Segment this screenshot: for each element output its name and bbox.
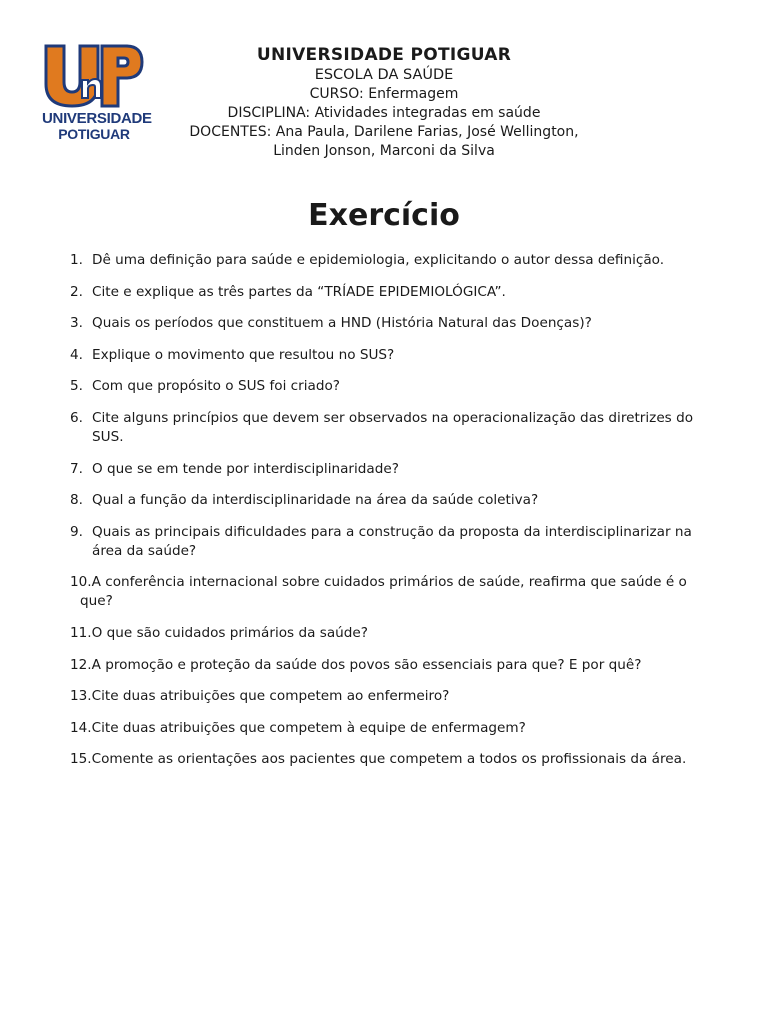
discipline-line: DISCIPLINA: Atividades integradas em saúde [227, 105, 541, 121]
question-list [70, 251, 720, 782]
question-text: Quais os períodos que constituem a HND (História Natural das Doenças)? [92, 315, 592, 332]
question-item [70, 314, 720, 333]
question-text: Quais as principais dificuldades para a construção da proposta da interdisciplinarizar na área da saúde? [92, 523, 692, 559]
question-number: 8. [70, 492, 83, 509]
question-text: Cite duas atribuições que competem à equipe de enfermagem? [91, 719, 526, 736]
question-number: 1. [70, 252, 83, 268]
question-item [70, 251, 720, 270]
question-item [70, 573, 720, 611]
logo-text-line1: UNIVERSIDADE [42, 110, 152, 127]
university-logo [42, 40, 152, 144]
question-item [70, 283, 720, 302]
question-item [70, 460, 720, 479]
question-number: 3. [70, 315, 83, 332]
question-number: 14. [70, 719, 92, 736]
unp-monogram-icon [42, 40, 146, 110]
question-item [70, 687, 720, 706]
question-item [70, 491, 720, 510]
question-number: 15. [70, 751, 92, 768]
question-number: 12. [70, 656, 92, 673]
question-item [70, 377, 720, 396]
question-text: Cite alguns princípios que devem ser observados na operacionalização das diretrizes do SUS. [92, 409, 694, 445]
teachers-line-2: Linden Jonson, Marconi da Silva [273, 143, 495, 159]
document-header [150, 44, 618, 161]
question-item [70, 719, 720, 738]
question-number: 13. [70, 688, 92, 705]
question-text: O que se em tende por interdisciplinaridade? [92, 460, 399, 477]
question-text: Qual a função da interdisciplinaridade na área da saúde coletiva? [92, 492, 539, 509]
question-text: Com que propósito o SUS foi criado? [92, 378, 341, 395]
page-title: Exercício [308, 198, 460, 233]
question-item [70, 750, 720, 769]
question-item [70, 409, 720, 447]
question-text: Comente as orientações aos pacientes que competem a todos os profissionais da área. [91, 751, 687, 768]
question-number: 4. [70, 346, 83, 363]
question-item [70, 624, 720, 643]
question-number: 5. [70, 378, 83, 395]
university-name: UNIVERSIDADE POTIGUAR [256, 45, 512, 65]
question-number: 9. [70, 523, 83, 540]
question-text: Cite e explique as três partes da “TRÍADE EPIDEMIOLÓGICA”. [92, 283, 506, 300]
question-item [70, 656, 720, 675]
question-text: Cite duas atribuições que competem ao enfermeiro? [91, 688, 450, 705]
question-text: A conferência internacional sobre cuidados primários de saúde, reafirma que saúde é o que? [80, 574, 687, 610]
question-number: 2. [70, 283, 83, 300]
question-item [70, 523, 720, 561]
question-number: 6. [70, 409, 83, 426]
question-number: 11. [70, 624, 92, 641]
question-text: A promoção e proteção da saúde dos povos são essenciais para que? E por quê? [91, 656, 642, 673]
question-text: Explique o movimento que resultou no SUS? [92, 346, 395, 363]
question-text: Dê uma definição para saúde e epidemiologia, explicitando o autor dessa definição. [92, 252, 665, 268]
question-number: 10. [70, 574, 92, 591]
logo-text-line2: POTIGUAR [58, 126, 130, 142]
question-number: 7. [70, 460, 83, 477]
question-text: O que são cuidados primários da saúde? [91, 624, 368, 641]
teachers-line-1: DOCENTES: Ana Paula, Darilene Farias, José Wellington, [189, 124, 579, 140]
question-item [70, 346, 720, 365]
school-name: ESCOLA DA SAÚDE [314, 67, 454, 83]
course-line: CURSO: Enfermagem [309, 86, 459, 102]
